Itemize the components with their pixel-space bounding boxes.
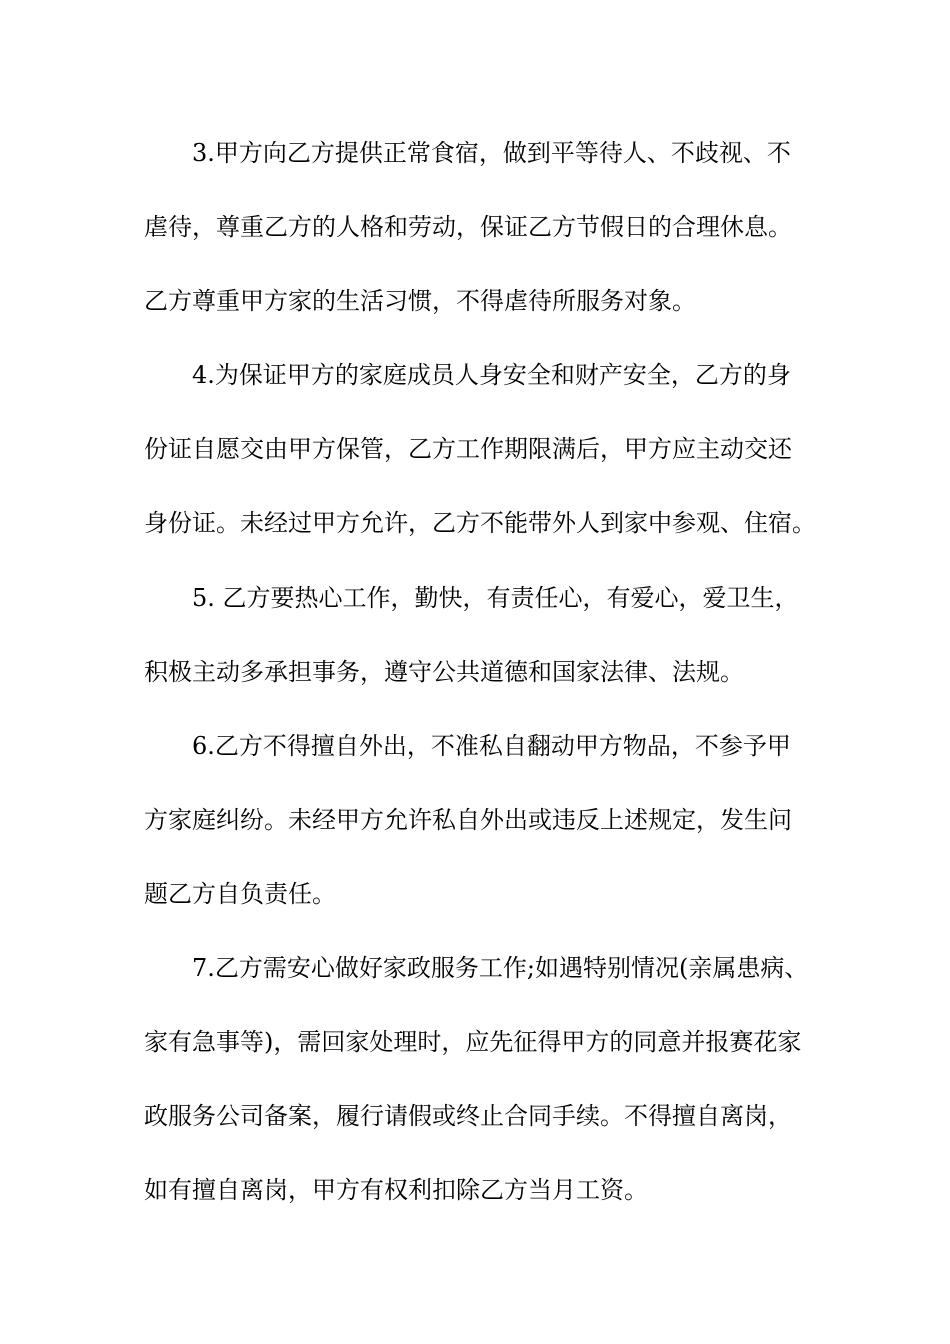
clause-4-line-1: 4.为保证甲方的家庭成员人身安全和财产安全，乙方的身 — [192, 361, 791, 389]
clause-3-line-2: 虐待，尊重乙方的人格和劳动，保证乙方节假日的合理休息。 — [144, 213, 792, 241]
clause-4-line-2: 份证自愿交由甲方保管，乙方工作期限满后，甲方应主动交还 — [144, 435, 792, 463]
clause-6-line-3: 题乙方自负责任。 — [144, 880, 336, 908]
clause-5-line-1: 5. 乙方要热心工作，勤快，有责任心，有爱心，爱卫生， — [192, 584, 799, 612]
clause-7-line-1: 7.乙方需安心做好家政服务工作;如遇特别情况(亲属患病、 — [192, 954, 809, 982]
clause-6-line-1: 6.乙方不得擅自外出，不准私自翻动甲方物品，不参予甲 — [192, 732, 791, 760]
clause-7-line-2: 家有急事等)，需回家处理时，应先征得甲方的同意并报赛花家 — [144, 1028, 802, 1056]
clause-7-line-4: 如有擅自离岗，甲方有权利扣除乙方当月工资。 — [144, 1176, 648, 1204]
clause-4-line-3: 身份证。未经过甲方允许，乙方不能带外人到家中参观、住宿。 — [144, 509, 816, 537]
clause-7-line-3: 政服务公司备案，履行请假或终止合同手续。不得擅自离岗， — [144, 1102, 792, 1130]
clause-6-line-2: 方家庭纠纷。未经甲方允许私自外出或违反上述规定，发生问 — [144, 806, 792, 834]
clause-3-line-3: 乙方尊重甲方家的生活习惯，不得虐待所服务对象。 — [144, 287, 696, 315]
clause-3-line-1: 3.甲方向乙方提供正常食宿，做到平等待人、不歧视、不 — [192, 139, 791, 167]
clause-5-line-2: 积极主动多承担事务，遵守公共道德和国家法律、法规。 — [144, 658, 744, 686]
